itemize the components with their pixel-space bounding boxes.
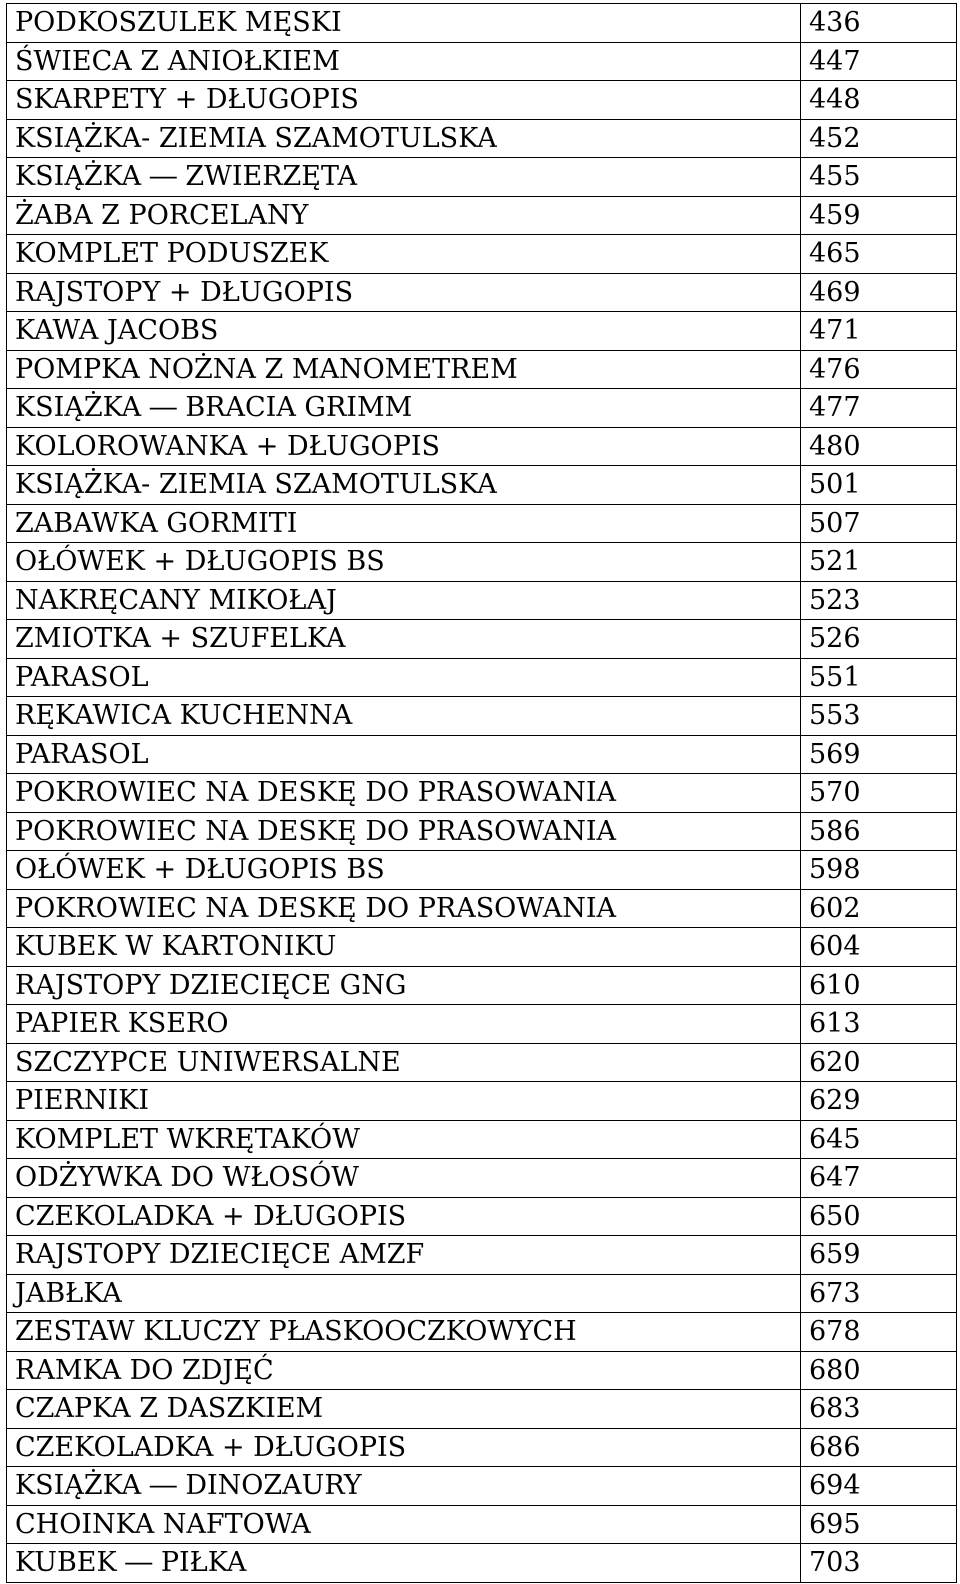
- item-name-cell: KOMPLET WKRĘTAKÓW: [7, 1120, 801, 1159]
- item-name-cell: SKARPETY + DŁUGOPIS: [7, 81, 801, 120]
- table-row: [7, 1197, 957, 1236]
- item-name-cell: CHOINKA NAFTOWA: [7, 1505, 801, 1544]
- table-row: [7, 1351, 957, 1390]
- table-row: [7, 119, 957, 158]
- table-row: [7, 1390, 957, 1429]
- table-row: [7, 812, 957, 851]
- item-number-cell: 521: [801, 543, 957, 582]
- item-name-cell: PARASOL: [7, 735, 801, 774]
- table-row: [7, 273, 957, 312]
- table-row: [7, 966, 957, 1005]
- item-name-cell: ZESTAW KLUCZY PŁASKOOCZKOWYCH: [7, 1313, 801, 1352]
- table-row: [7, 504, 957, 543]
- item-name-cell: CZAPKA Z DASZKIEM: [7, 1390, 801, 1429]
- item-name-cell: JABŁKA: [7, 1274, 801, 1313]
- item-number-cell: 553: [801, 697, 957, 736]
- item-name-cell: KSIĄŻKA- ZIEMIA SZAMOTULSKA: [7, 119, 801, 158]
- item-name-cell: POKROWIEC NA DESKĘ DO PRASOWANIA: [7, 812, 801, 851]
- item-name-cell: RAJSTOPY + DŁUGOPIS: [7, 273, 801, 312]
- item-name-cell: CZEKOLADKA + DŁUGOPIS: [7, 1428, 801, 1467]
- table-row: [7, 1544, 957, 1583]
- table-row: [7, 4, 957, 43]
- table-row: [7, 620, 957, 659]
- item-name-cell: POMPKA NOŻNA Z MANOMETREM: [7, 350, 801, 389]
- table-row: [7, 158, 957, 197]
- prize-table-body: [7, 4, 957, 1583]
- table-row: [7, 1467, 957, 1506]
- item-name-cell: KSIĄŻKA- ZIEMIA SZAMOTULSKA: [7, 466, 801, 505]
- item-number-cell: 471: [801, 312, 957, 351]
- table-row: [7, 928, 957, 967]
- item-name-cell: KOMPLET PODUSZEK: [7, 235, 801, 274]
- table-row: [7, 1082, 957, 1121]
- item-number-cell: 678: [801, 1313, 957, 1352]
- table-row: [7, 774, 957, 813]
- item-number-cell: 551: [801, 658, 957, 697]
- item-name-cell: PARASOL: [7, 658, 801, 697]
- item-number-cell: 465: [801, 235, 957, 274]
- item-number-cell: 683: [801, 1390, 957, 1429]
- table-row: [7, 889, 957, 928]
- item-name-cell: POKROWIEC NA DESKĘ DO PRASOWANIA: [7, 889, 801, 928]
- item-number-cell: 452: [801, 119, 957, 158]
- table-row: [7, 312, 957, 351]
- item-number-cell: 686: [801, 1428, 957, 1467]
- table-row: [7, 1428, 957, 1467]
- table-row: [7, 1043, 957, 1082]
- prize-table: [6, 3, 957, 1583]
- item-name-cell: KOLOROWANKA + DŁUGOPIS: [7, 427, 801, 466]
- item-number-cell: 613: [801, 1005, 957, 1044]
- item-number-cell: 695: [801, 1505, 957, 1544]
- item-name-cell: ŻABA Z PORCELANY: [7, 196, 801, 235]
- table-row: [7, 235, 957, 274]
- table-row: [7, 658, 957, 697]
- item-name-cell: POKROWIEC NA DESKĘ DO PRASOWANIA: [7, 774, 801, 813]
- table-row: [7, 196, 957, 235]
- item-number-cell: 507: [801, 504, 957, 543]
- item-number-cell: 526: [801, 620, 957, 659]
- item-number-cell: 673: [801, 1274, 957, 1313]
- item-number-cell: 459: [801, 196, 957, 235]
- item-number-cell: 477: [801, 389, 957, 428]
- item-number-cell: 436: [801, 4, 957, 43]
- item-name-cell: OŁÓWEK + DŁUGOPIS BS: [7, 851, 801, 890]
- item-number-cell: 647: [801, 1159, 957, 1198]
- item-name-cell: ZMIOTKA + SZUFELKA: [7, 620, 801, 659]
- table-row: [7, 543, 957, 582]
- item-number-cell: 480: [801, 427, 957, 466]
- item-name-cell: KUBEK W KARTONIKU: [7, 928, 801, 967]
- item-name-cell: RAMKA DO ZDJĘĆ: [7, 1351, 801, 1390]
- item-number-cell: 455: [801, 158, 957, 197]
- table-row: [7, 1120, 957, 1159]
- table-row: [7, 389, 957, 428]
- item-name-cell: CZEKOLADKA + DŁUGOPIS: [7, 1197, 801, 1236]
- table-row: [7, 697, 957, 736]
- item-name-cell: KSIĄŻKA ― BRACIA GRIMM: [7, 389, 801, 428]
- table-row: [7, 350, 957, 389]
- item-number-cell: 586: [801, 812, 957, 851]
- item-name-cell: PIERNIKI: [7, 1082, 801, 1121]
- item-name-cell: ODŻYWKA DO WŁOSÓW: [7, 1159, 801, 1198]
- item-number-cell: 629: [801, 1082, 957, 1121]
- table-row: [7, 1236, 957, 1275]
- item-name-cell: RAJSTOPY DZIECIĘCE GNG: [7, 966, 801, 1005]
- table-row: [7, 1159, 957, 1198]
- item-number-cell: 570: [801, 774, 957, 813]
- table-row: [7, 81, 957, 120]
- table-row: [7, 1313, 957, 1352]
- item-name-cell: PODKOSZULEK MĘSKI: [7, 4, 801, 43]
- item-number-cell: 650: [801, 1197, 957, 1236]
- item-number-cell: 645: [801, 1120, 957, 1159]
- table-row: [7, 1005, 957, 1044]
- item-name-cell: NAKRĘCANY MIKOŁAJ: [7, 581, 801, 620]
- item-number-cell: 703: [801, 1544, 957, 1583]
- table-row: [7, 466, 957, 505]
- table-row: [7, 1274, 957, 1313]
- item-number-cell: 469: [801, 273, 957, 312]
- item-number-cell: 604: [801, 928, 957, 967]
- item-name-cell: ŚWIECA Z ANIOŁKIEM: [7, 42, 801, 81]
- item-number-cell: 598: [801, 851, 957, 890]
- table-row: [7, 851, 957, 890]
- item-name-cell: ZABAWKA GORMITI: [7, 504, 801, 543]
- item-name-cell: KUBEK ― PIŁKA: [7, 1544, 801, 1583]
- item-name-cell: RĘKAWICA KUCHENNA: [7, 697, 801, 736]
- item-number-cell: 523: [801, 581, 957, 620]
- table-row: [7, 42, 957, 81]
- table-row: [7, 581, 957, 620]
- item-number-cell: 476: [801, 350, 957, 389]
- item-name-cell: KAWA JACOBS: [7, 312, 801, 351]
- item-number-cell: 659: [801, 1236, 957, 1275]
- item-name-cell: PAPIER KSERO: [7, 1005, 801, 1044]
- item-number-cell: 680: [801, 1351, 957, 1390]
- item-name-cell: KSIĄŻKA ― ZWIERZĘTA: [7, 158, 801, 197]
- table-row: [7, 427, 957, 466]
- table-row: [7, 735, 957, 774]
- item-name-cell: OŁÓWEK + DŁUGOPIS BS: [7, 543, 801, 582]
- item-name-cell: KSIĄŻKA ― DINOZAURY: [7, 1467, 801, 1506]
- item-name-cell: SZCZYPCE UNIWERSALNE: [7, 1043, 801, 1082]
- item-number-cell: 569: [801, 735, 957, 774]
- table-row: [7, 1505, 957, 1544]
- item-number-cell: 610: [801, 966, 957, 1005]
- item-number-cell: 448: [801, 81, 957, 120]
- item-name-cell: RAJSTOPY DZIECIĘCE AMZF: [7, 1236, 801, 1275]
- item-number-cell: 620: [801, 1043, 957, 1082]
- item-number-cell: 694: [801, 1467, 957, 1506]
- item-number-cell: 602: [801, 889, 957, 928]
- item-number-cell: 501: [801, 466, 957, 505]
- item-number-cell: 447: [801, 42, 957, 81]
